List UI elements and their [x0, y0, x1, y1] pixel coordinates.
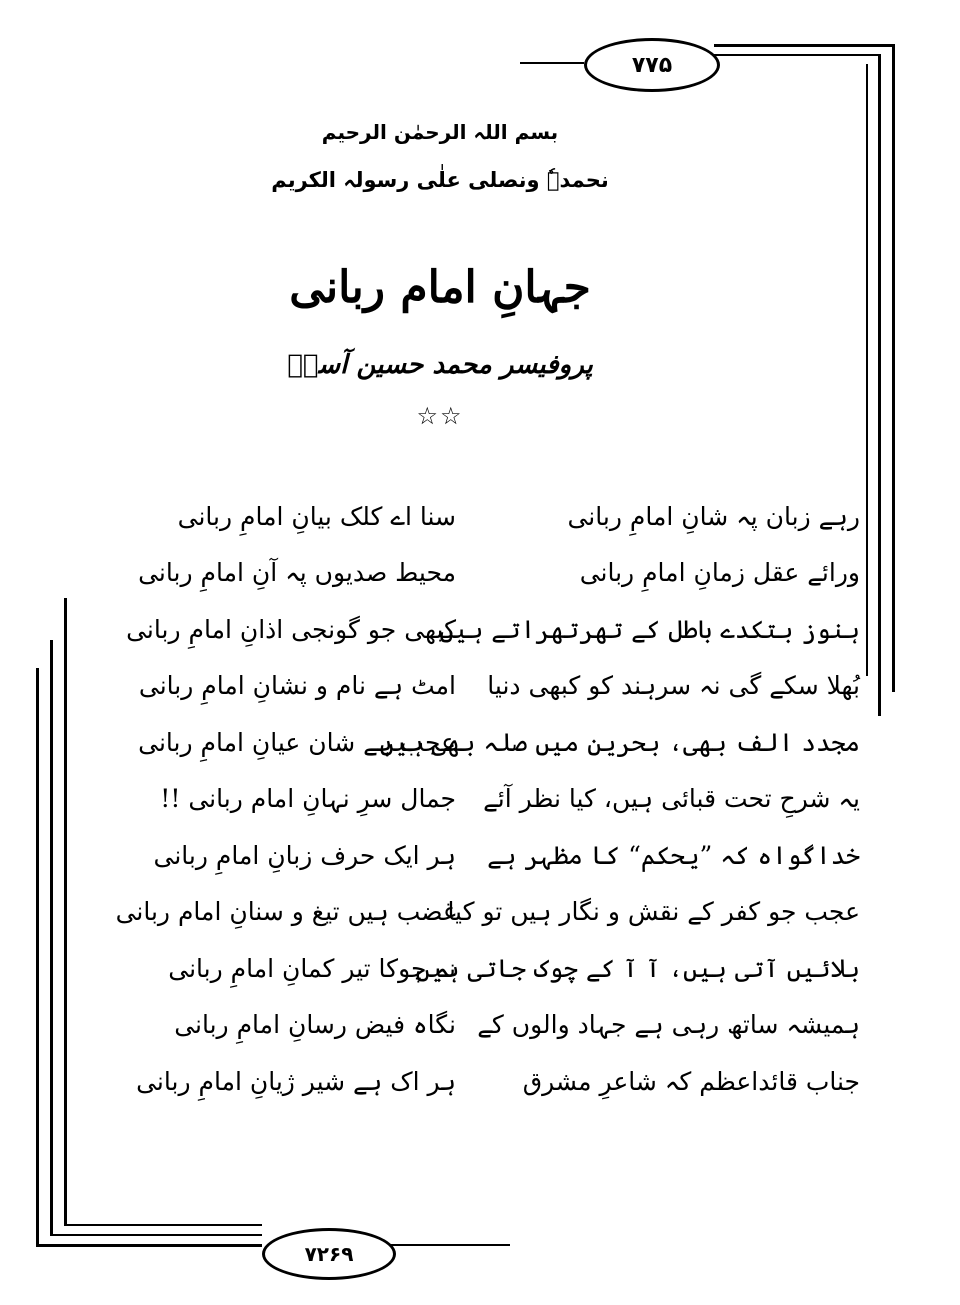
frame-left-rule-middle — [50, 640, 53, 1236]
verse-first-hemistich: جناب قائداعظم کہ شاعرِ مشرق — [522, 1066, 860, 1096]
bismillah-line: بسم اللہ الرحمٰن الرحیم — [321, 120, 559, 144]
verse-first-hemistich: بُھلا سکے گی نہ سرہند کو کبھی دنیا — [487, 671, 860, 701]
verse-row — [110, 714, 860, 771]
verse-second-hemistich: غضب ہیں تیغ و سنانِ امام ربانی — [115, 897, 456, 927]
verse-second-hemistich: جمال سرِ نہانِ امام ربانی !! — [160, 784, 456, 814]
verse-first-hemistich: عجب جو کفر کے نقش و نگار ہیں تو کیا — [447, 897, 860, 927]
verse-row — [110, 658, 860, 715]
verse-second-hemistich: ہر اک ہے شیر ژیانِ امامِ ربانی — [136, 1066, 456, 1096]
verse-first-hemistich: مجدد الف بھی، بحرین میں صلہ بھی ہیں — [379, 727, 860, 757]
verse-row — [110, 1053, 860, 1110]
frame-top-rule-inner — [714, 54, 880, 56]
verse-row — [110, 940, 860, 997]
verse-row — [110, 827, 860, 884]
author-name: پروفیسر محمد حسین آسیؔ — [287, 350, 593, 380]
verse-row — [110, 771, 860, 828]
verse-second-hemistich: کبھی جو گونجی اذانِ امامِ ربانی — [126, 614, 456, 644]
verse-row — [110, 545, 860, 602]
verse-row — [110, 997, 860, 1054]
frame-right-rule-short — [866, 64, 868, 676]
frame-right-rule-inner — [878, 54, 881, 716]
verse-first-hemistich: ورائے عقل زمانِ امامِ ربانی — [579, 558, 860, 588]
poem-title: جہانِ امام ربانی — [289, 262, 591, 313]
verse-first-hemistich: ہمیشہ ساتھ رہی ہے جہاد والوں کے — [477, 1010, 860, 1040]
verse-second-hemistich: محیط صدیوں پہ آنِ امامِ ربانی — [138, 558, 456, 588]
verse-first-hemistich: خداگواہ کہ ”یحکم“ کا مظہر ہے — [487, 840, 860, 870]
verse-second-hemistich: ہر ایک حرف زبانِ امامِ ربانی — [153, 840, 456, 870]
verse-first-hemistich: رہے زبان پہ شانِ امامِ ربانی — [567, 501, 860, 531]
frame-bottom-rule-middle — [50, 1234, 262, 1236]
verse-second-hemistich: نہ چوکا تیر کمانِ امامِ ربانی — [168, 953, 456, 983]
frame-bottom-rule-outer — [36, 1244, 262, 1247]
verse-second-hemistich: عجب ہے شان عیانِ امامِ ربانی — [138, 727, 456, 757]
verse-row — [110, 884, 860, 941]
page-number-bottom: ۷۲۶۹ — [262, 1228, 396, 1280]
verse-row — [110, 601, 860, 658]
frame-bottom-right-rule — [390, 1244, 510, 1246]
verse-second-hemistich: سنا اے کلک بیانِ امامِ ربانی — [177, 501, 456, 531]
verse-row — [110, 488, 860, 545]
poem-body — [110, 488, 860, 1110]
frame-left-rule-outer — [36, 668, 39, 1246]
frame-top-rule-outer — [714, 44, 894, 47]
verse-second-hemistich: امٹ ہے نام و نشانِ امامِ ربانی — [138, 671, 456, 701]
verse-first-hemistich: ہنوز بتکدے باطل کے تھرتھراتے ہیں — [439, 614, 860, 644]
star-ornament: ☆☆ — [416, 402, 464, 430]
verse-second-hemistich: نگاہ فیض رسانِ امامِ ربانی — [174, 1010, 456, 1040]
verse-first-hemistich: بلائیں آتی ہیں، آ آ کے چوک جاتی ہیں — [415, 953, 860, 983]
frame-right-rule-outer — [892, 44, 895, 692]
salutation-line: نحمدہٗ ونصلی علٰی رسولہ الکریم — [271, 168, 609, 192]
frame-bottom-rule-inner — [64, 1224, 262, 1226]
page-number-top: ۷۷۵ — [584, 38, 720, 92]
frame-left-rule-inner — [64, 598, 67, 1224]
verse-first-hemistich: یہ شرحِ تحت قبائی ہیں، کیا نظر آئے — [483, 784, 860, 814]
frame-top-left-rule — [520, 62, 584, 64]
